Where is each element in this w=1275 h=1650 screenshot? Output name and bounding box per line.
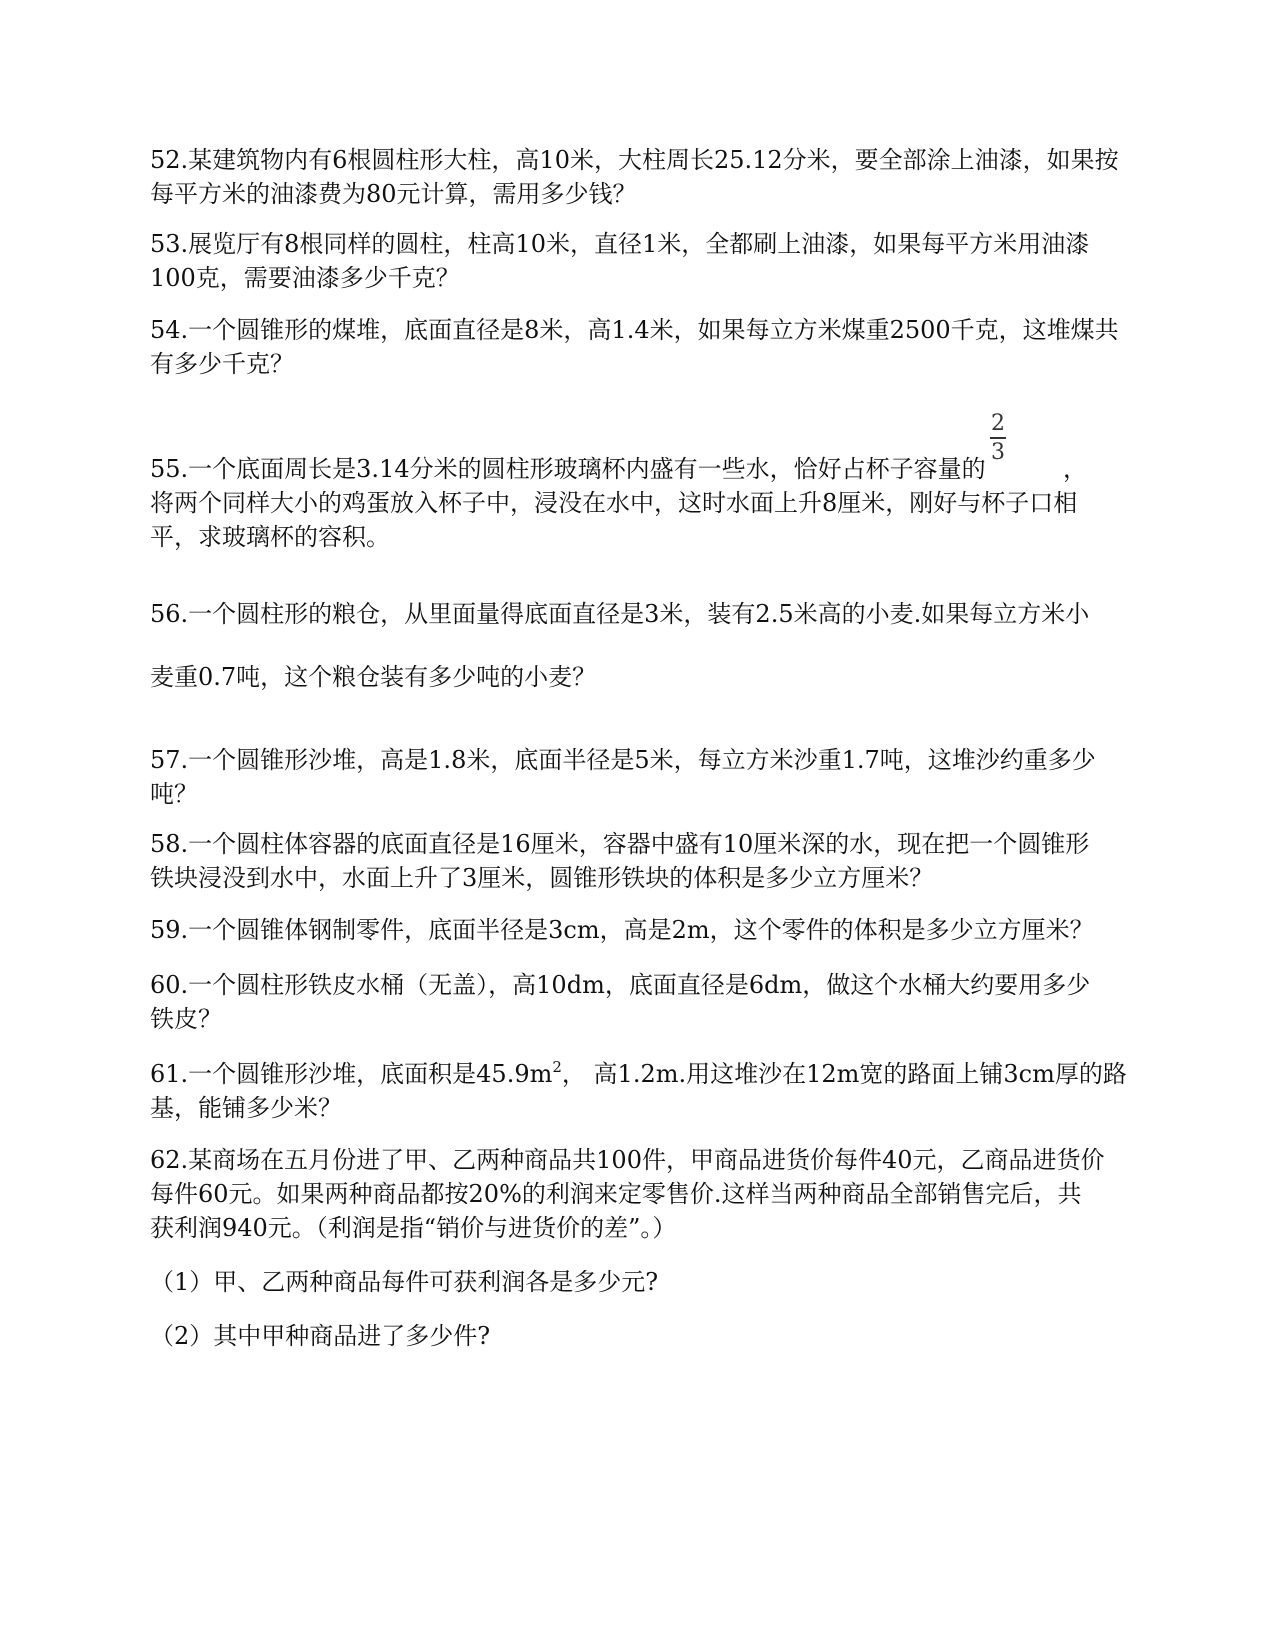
problem-56-line-2: 麦重0.7吨，这个粮仓装有多少吨的小麦？ (150, 663, 597, 691)
problem-54-line-2: 有多少千克？ (150, 350, 294, 378)
problem-60 (150, 968, 1130, 1036)
problem-59-line-1: 59.一个圆锥体钢制零件，底面半径是3cm，高是2m，这个零件的体积是多少立方厘米？ (150, 916, 1094, 944)
problem-57-line-1: 57.一个圆锥形沙堆，高是1.8米，底面半径是5米，每立方米沙重1.7吨，这堆沙约重多少 (150, 746, 1096, 774)
problem-55-line-1-text: 55.一个底面周长是3.14分米的圆柱形玻璃杯内盛有一些水，恰好占杯子容量的 (150, 455, 986, 483)
fraction-numerator: 2 (991, 411, 1005, 436)
squared-superscript: 2 (552, 1058, 562, 1076)
problem-61 (150, 1057, 1130, 1125)
problem-62-line-3: 获利润940元。（利润是指“销价与进货价的差”。） (150, 1214, 677, 1242)
problem-62 (150, 1143, 1130, 1353)
problem-58-line-1: 58.一个圆柱体容器的底面直径是16厘米，容器中盛有10厘米深的水，现在把一个圆锥形 (150, 830, 1090, 858)
problem-55-line-3: 平，求玻璃杯的容积。 (150, 523, 390, 551)
problem-60-line-2: 铁皮？ (150, 1005, 222, 1033)
problem-52-line-1: 52.某建筑物内有6根圆柱形大柱，高10米，大柱周长25.12分米，要全部涂上油漆，如果按 (150, 146, 1119, 174)
problem-61-line-2: 基，能铺多少米？ (150, 1094, 342, 1122)
problem-57 (150, 743, 1130, 811)
problem-61-line-1-b: ， 高1.2m.用这堆沙在12m宽的路面上铺3cm厚的路 (561, 1060, 1127, 1088)
problem-58 (150, 827, 1130, 895)
fraction-denominator: 3 (991, 440, 1005, 465)
problem-52 (150, 143, 1130, 211)
problem-56-line-1: 56.一个圆柱形的粮仓，从里面量得底面直径是3米，装有2.5米高的小麦.如果每立方米小 (150, 600, 1090, 628)
problem-57-line-2: 吨？ (150, 780, 198, 808)
problem-56 (150, 597, 1130, 694)
problem-61-line-1 (150, 1057, 1130, 1091)
problem-58-line-2: 铁块浸没到水中，水面上升了3厘米，圆锥形铁块的体积是多少立方厘米？ (150, 864, 934, 892)
problem-62-question-2: （2）其中甲种商品进了多少件? (150, 1322, 491, 1350)
problem-59 (150, 913, 1130, 947)
problem-55-line-2: 将两个同样大小的鸡蛋放入杯子中，浸没在水中，这时水面上升8厘米，刚好与杯子口相 (150, 489, 1078, 517)
problem-53-line-2: 100克，需要油漆多少千克？ (150, 264, 460, 292)
fraction-bar (990, 437, 1006, 439)
problem-53 (150, 227, 1130, 295)
problem-61-line-1-a: 61.一个圆锥形沙堆，底面积是45.9m (150, 1060, 553, 1088)
problem-55-line-1 (150, 452, 1130, 486)
problem-62-question-1: （1）甲、乙两种商品每件可获利润各是多少元? (150, 1268, 659, 1296)
problem-62-line-1: 62.某商场在五月份进了甲、乙两种商品共100件，甲商品进货价每件40元，乙商品进货价 (150, 1146, 1105, 1174)
fraction-two-thirds (990, 412, 1006, 465)
problem-53-line-1: 53.展览厅有8根同样的圆柱，柱高10米，直径1米，全都刷上油漆，如果每平方米用油漆 (150, 230, 1090, 258)
problem-62-line-2: 每件60元。如果两种商品都按20%的利润来定零售价.这样当两种商品全部销售完后，共 (150, 1180, 1082, 1208)
problem-54 (150, 313, 1130, 381)
problem-60-line-1: 60.一个圆柱形铁皮水桶（无盖），高10dm，底面直径是6dm，做这个水桶大约要用多少 (150, 971, 1091, 999)
problem-55-line-1-comma: ， (1063, 455, 1087, 483)
problem-55 (150, 452, 1130, 554)
problem-52-line-2: 每平方米的油漆费为80元计算，需用多少钱？ (150, 180, 637, 208)
problem-54-line-1: 54.一个圆锥形的煤堆，底面直径是8米，高1.4米，如果每立方米煤重2500千克，这堆煤共 (150, 316, 1119, 344)
